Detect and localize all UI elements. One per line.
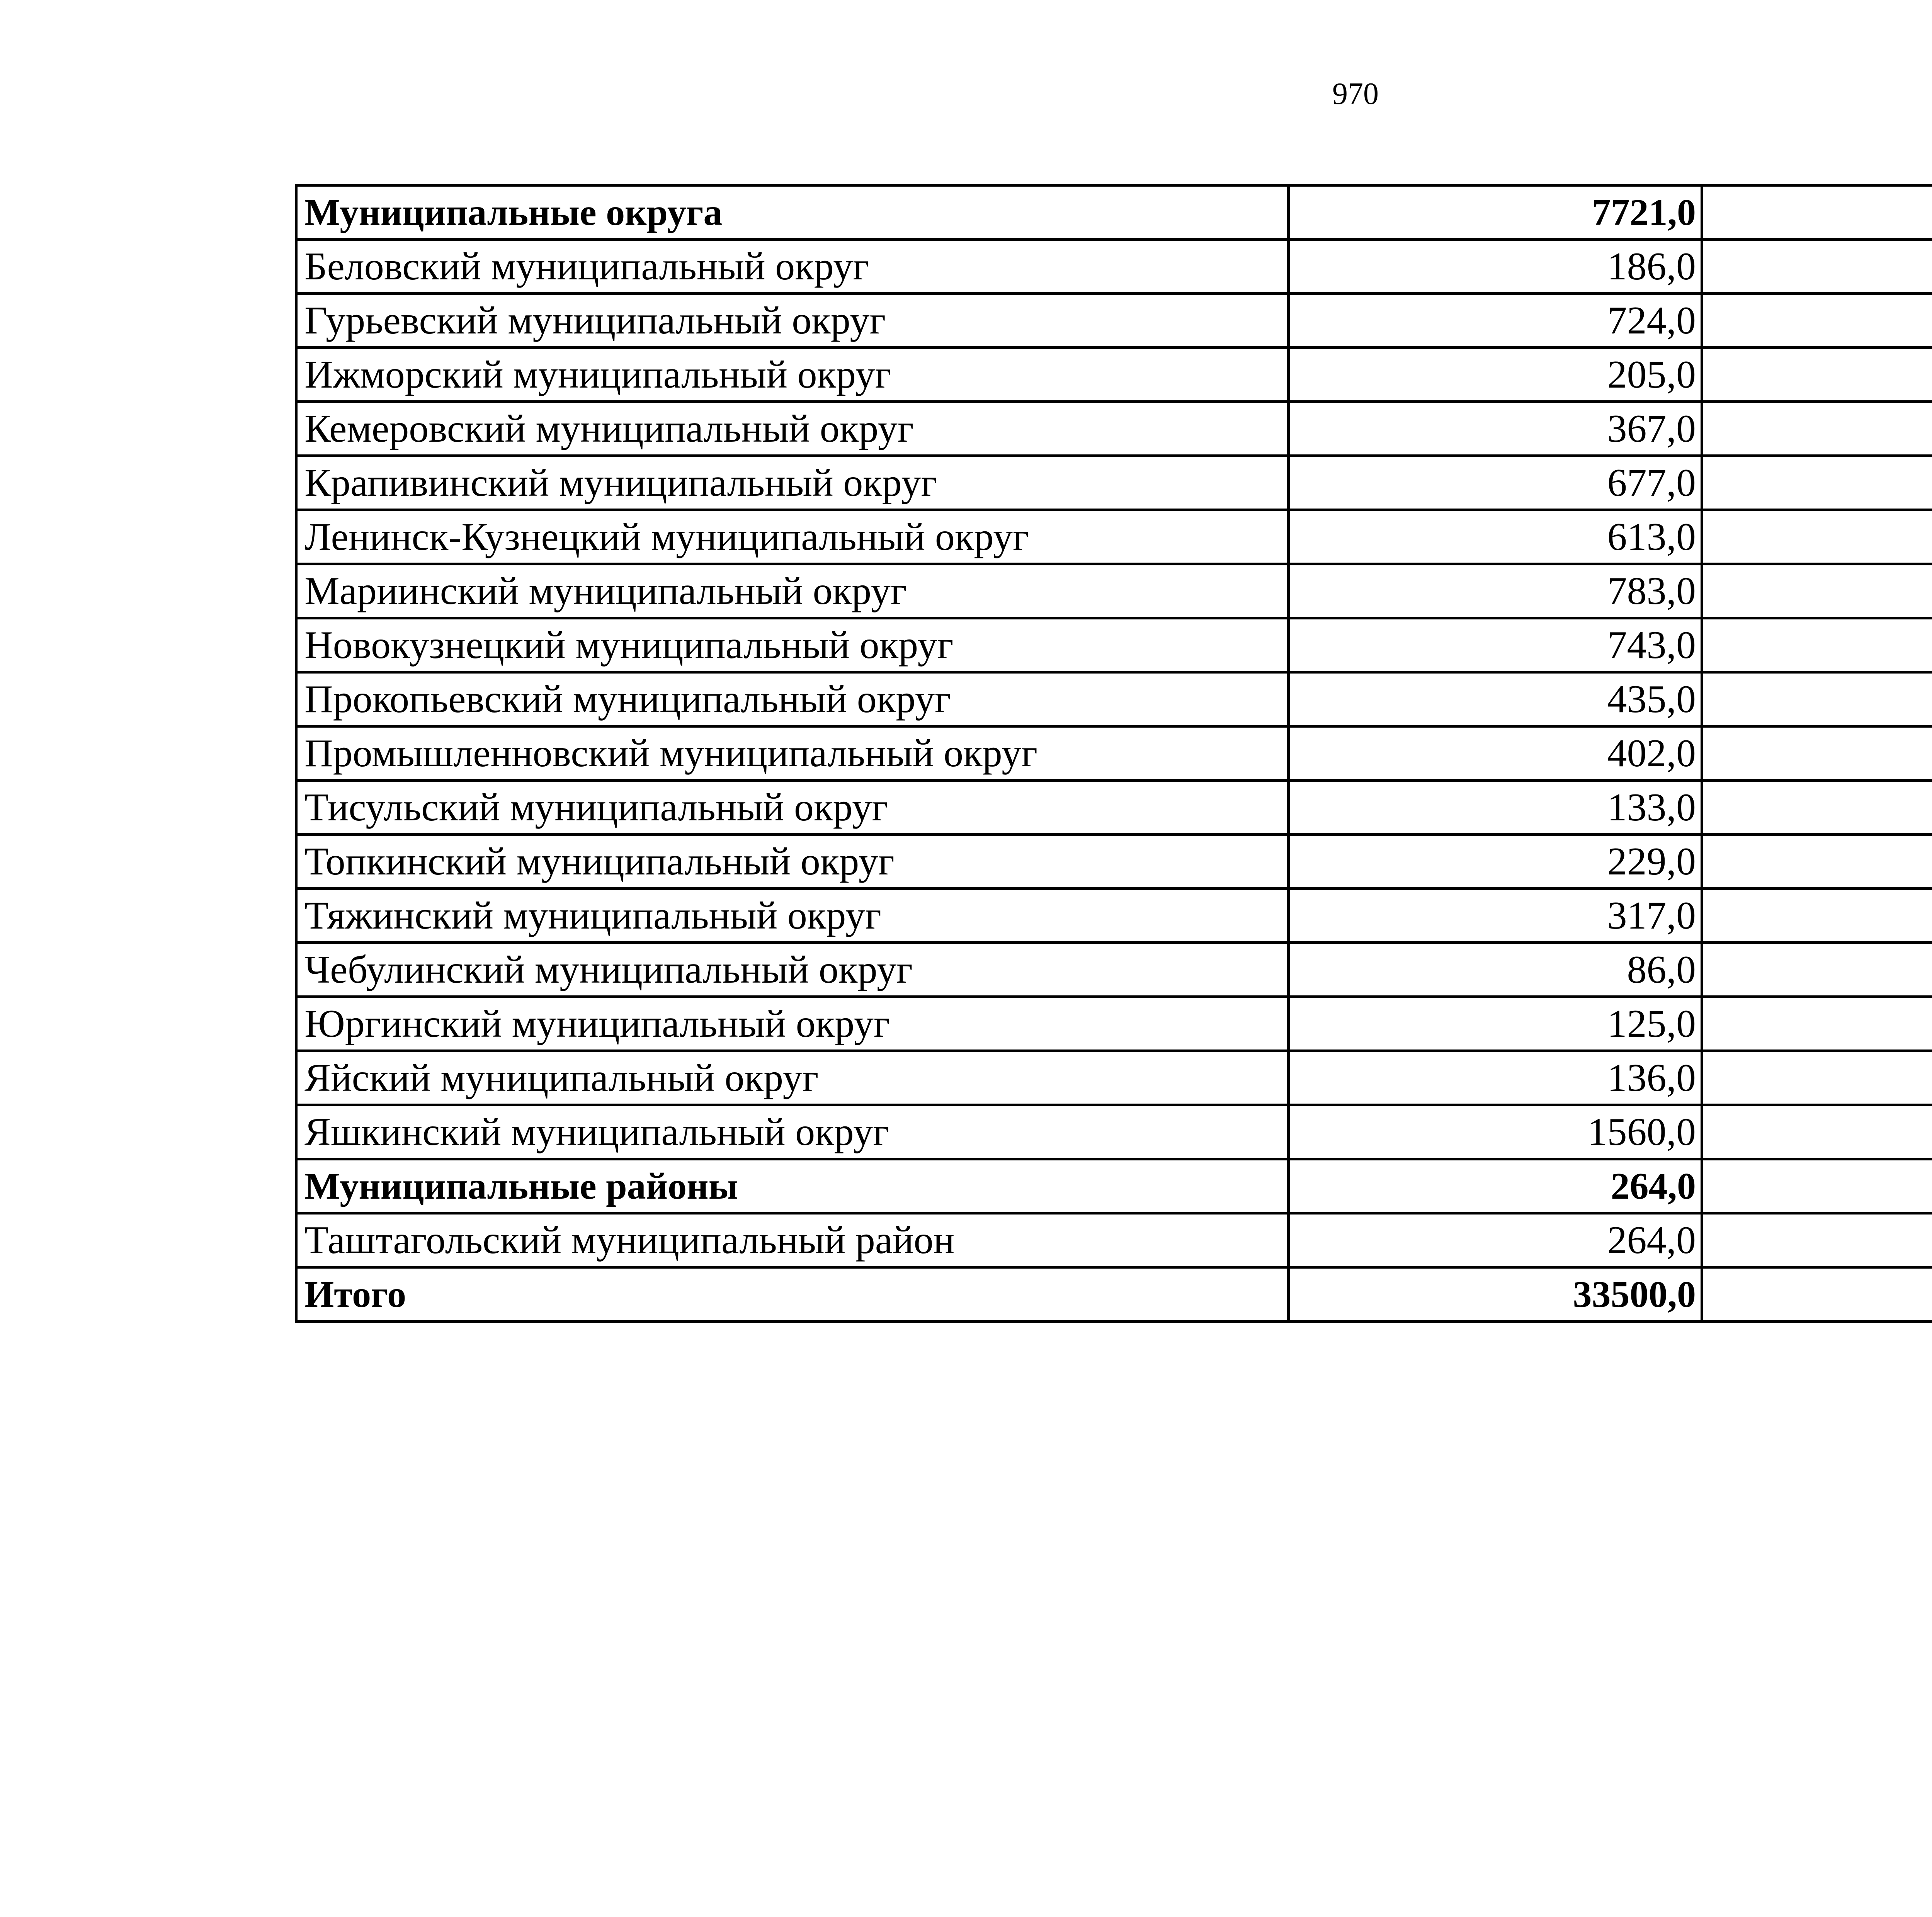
data-table bbox=[295, 184, 1932, 1323]
value-cell-2 bbox=[1702, 835, 1932, 889]
row-name-cell: Тисульский муниципальный округ bbox=[296, 781, 1289, 835]
value-cell-2 bbox=[1702, 456, 1932, 510]
row-name-cell: Ижморский муниципальный округ bbox=[296, 348, 1289, 402]
value-cell-2 bbox=[1702, 564, 1932, 618]
value-cell-1: 435,0 bbox=[1289, 672, 1702, 726]
row-name-cell: Топкинский муниципальный округ bbox=[296, 835, 1289, 889]
value-cell-1: 33500,0 bbox=[1289, 1267, 1702, 1322]
value-cell-1: 205,0 bbox=[1289, 348, 1702, 402]
table-row-subtotal bbox=[296, 1159, 1932, 1213]
value-cell-1: 7721,0 bbox=[1289, 185, 1702, 240]
value-cell-2 bbox=[1702, 726, 1932, 781]
row-name-cell: Яйский муниципальный округ bbox=[296, 1051, 1289, 1105]
row-name-cell: Гурьевский муниципальный округ bbox=[296, 294, 1289, 348]
row-name-cell: Мариинский муниципальный округ bbox=[296, 564, 1289, 618]
table-row bbox=[296, 618, 1932, 672]
value-cell-1: 264,0 bbox=[1289, 1213, 1702, 1267]
table-row bbox=[296, 726, 1932, 781]
value-cell-2 bbox=[1702, 618, 1932, 672]
table-row bbox=[296, 943, 1932, 997]
value-cell-1: 677,0 bbox=[1289, 456, 1702, 510]
value-cell-2 bbox=[1702, 402, 1932, 456]
value-cell-2 bbox=[1702, 1213, 1932, 1267]
row-name-cell: Таштагольский муниципальный район bbox=[296, 1213, 1289, 1267]
row-name-cell: Итого bbox=[296, 1267, 1289, 1322]
value-cell-2 bbox=[1702, 672, 1932, 726]
table-row bbox=[296, 402, 1932, 456]
row-name-cell: Крапивинский муниципальный округ bbox=[296, 456, 1289, 510]
value-cell-2 bbox=[1702, 240, 1932, 294]
value-cell-2 bbox=[1702, 348, 1932, 402]
value-cell-1: 125,0 bbox=[1289, 997, 1702, 1051]
table-row bbox=[296, 456, 1932, 510]
row-name-cell: Промышленновский муниципальный округ bbox=[296, 726, 1289, 781]
value-cell-2 bbox=[1702, 943, 1932, 997]
table-row bbox=[296, 294, 1932, 348]
value-cell-2 bbox=[1702, 997, 1932, 1051]
table-row bbox=[296, 781, 1932, 835]
table-row bbox=[296, 348, 1932, 402]
value-cell-1: 317,0 bbox=[1289, 889, 1702, 943]
table-row-subtotal bbox=[296, 1267, 1932, 1322]
row-name-cell: Муниципальные округа bbox=[296, 185, 1289, 240]
value-cell-1: 86,0 bbox=[1289, 943, 1702, 997]
table-row bbox=[296, 1105, 1932, 1159]
table-row bbox=[296, 1213, 1932, 1267]
value-cell-1: 743,0 bbox=[1289, 618, 1702, 672]
row-name-cell: Беловский муниципальный округ bbox=[296, 240, 1289, 294]
value-cell-1: 724,0 bbox=[1289, 294, 1702, 348]
table-body bbox=[296, 185, 1932, 1322]
table-row bbox=[296, 510, 1932, 564]
row-name-cell: Муниципальные районы bbox=[296, 1159, 1289, 1213]
page-number: 970 bbox=[1332, 77, 1379, 111]
value-cell-2 bbox=[1702, 185, 1932, 240]
table-row bbox=[296, 240, 1932, 294]
row-name-cell: Яшкинский муниципальный округ bbox=[296, 1105, 1289, 1159]
value-cell-1: 229,0 bbox=[1289, 835, 1702, 889]
table-row bbox=[296, 889, 1932, 943]
row-name-cell: Тяжинский муниципальный округ bbox=[296, 889, 1289, 943]
table-row bbox=[296, 1051, 1932, 1105]
value-cell-2 bbox=[1702, 1159, 1932, 1213]
value-cell-1: 1560,0 bbox=[1289, 1105, 1702, 1159]
value-cell-2 bbox=[1702, 1105, 1932, 1159]
value-cell-1: 136,0 bbox=[1289, 1051, 1702, 1105]
value-cell-1: 186,0 bbox=[1289, 240, 1702, 294]
value-cell-2 bbox=[1702, 1267, 1932, 1322]
row-name-cell: Юргинский муниципальный округ bbox=[296, 997, 1289, 1051]
value-cell-2 bbox=[1702, 889, 1932, 943]
table-row bbox=[296, 835, 1932, 889]
table-row bbox=[296, 672, 1932, 726]
row-name-cell: Новокузнецкий муниципальный округ bbox=[296, 618, 1289, 672]
table-row bbox=[296, 564, 1932, 618]
value-cell-2 bbox=[1702, 781, 1932, 835]
value-cell-1: 402,0 bbox=[1289, 726, 1702, 781]
value-cell-1: 133,0 bbox=[1289, 781, 1702, 835]
row-name-cell: Ленинск-Кузнецкий муниципальный округ bbox=[296, 510, 1289, 564]
row-name-cell: Прокопьевский муниципальный округ bbox=[296, 672, 1289, 726]
value-cell-2 bbox=[1702, 294, 1932, 348]
row-name-cell: Кемеровский муниципальный округ bbox=[296, 402, 1289, 456]
value-cell-1: 367,0 bbox=[1289, 402, 1702, 456]
table-row bbox=[296, 997, 1932, 1051]
table-row-subtotal bbox=[296, 185, 1932, 240]
value-cell-1: 613,0 bbox=[1289, 510, 1702, 564]
value-cell-2 bbox=[1702, 1051, 1932, 1105]
value-cell-1: 783,0 bbox=[1289, 564, 1702, 618]
value-cell-1: 264,0 bbox=[1289, 1159, 1702, 1213]
value-cell-2 bbox=[1702, 510, 1932, 564]
row-name-cell: Чебулинский муниципальный округ bbox=[296, 943, 1289, 997]
